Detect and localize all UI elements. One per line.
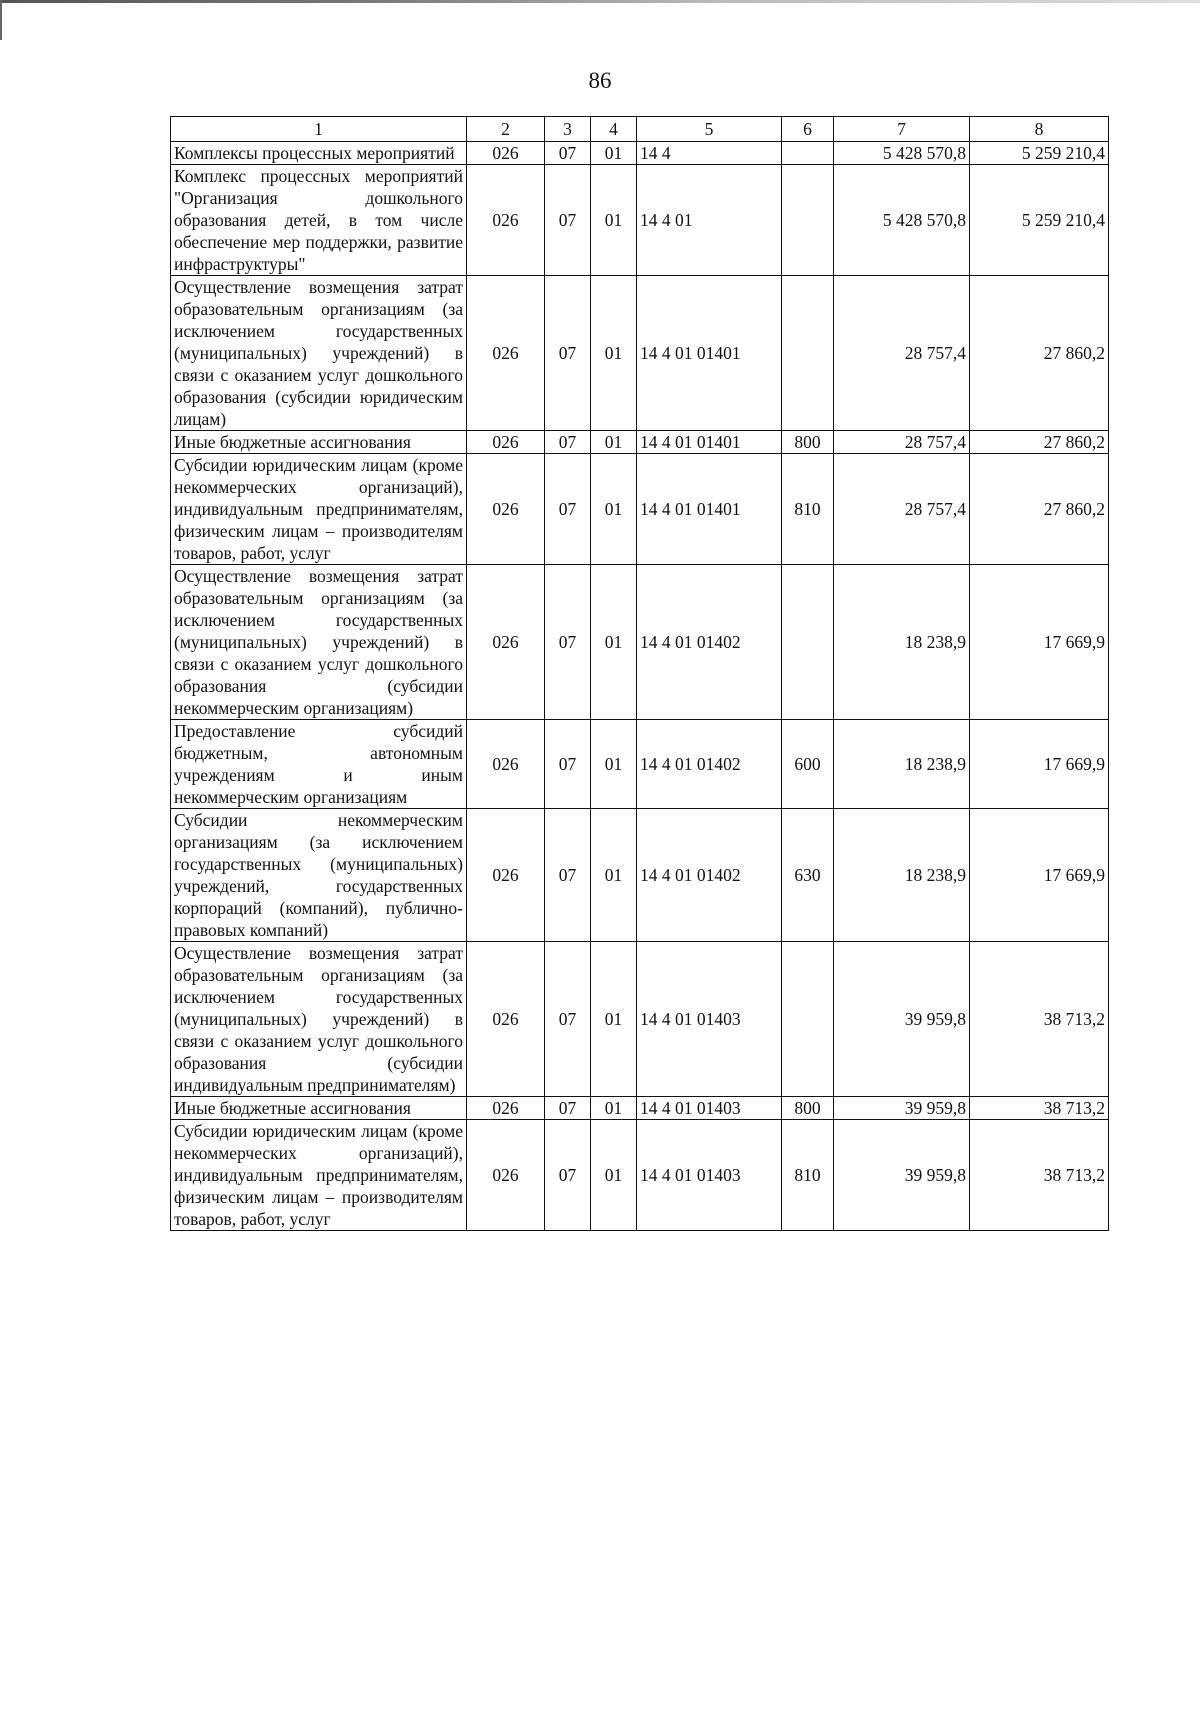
cell-col7: 5 428 570,8: [834, 142, 970, 165]
cell-col3: 07: [545, 942, 591, 1097]
row-name: Субсидии юридическим лицам (кроме некоммерческих организаций), индивидуальным предпринимателям, физическим лицам – производителям товаров, работ, услуг: [171, 454, 467, 565]
cell-col7: 39 959,8: [834, 1097, 970, 1120]
row-name: Субсидии юридическим лицам (кроме некоммерческих организаций), индивидуальным предпринимателям, физическим лицам – производителям товаров, работ, услуг: [171, 1120, 467, 1231]
cell-col5: 14 4 01: [637, 165, 782, 276]
cell-col2: 026: [467, 1120, 545, 1231]
header-cell: 4: [591, 117, 637, 142]
cell-col5: 14 4 01 01401: [637, 276, 782, 431]
cell-col8: 38 713,2: [970, 1097, 1109, 1120]
cell-col7: 18 238,9: [834, 809, 970, 942]
cell-col5: 14 4 01 01401: [637, 454, 782, 565]
cell-col4: 01: [591, 942, 637, 1097]
cell-col8: 17 669,9: [970, 565, 1109, 720]
cell-col3: 07: [545, 276, 591, 431]
table-row: [171, 454, 1109, 565]
header-cell: 5: [637, 117, 782, 142]
cell-col8: 17 669,9: [970, 809, 1109, 942]
cell-col6: 810: [782, 454, 834, 565]
cell-col2: 026: [467, 276, 545, 431]
header-cell: 1: [171, 117, 467, 142]
cell-col7: 28 757,4: [834, 276, 970, 431]
cell-col6: [782, 276, 834, 431]
cell-col8: 27 860,2: [970, 431, 1109, 454]
cell-col4: 01: [591, 720, 637, 809]
cell-col6: [782, 942, 834, 1097]
cell-col8: 5 259 210,4: [970, 142, 1109, 165]
cell-col2: 026: [467, 431, 545, 454]
row-name: Осуществление возмещения затрат образовательным организациям (за исключением государственных (муниципальных) учреждений) в связи с оказанием услуг дошкольного образования (субсидии юридическим лицам): [171, 276, 467, 431]
table-row: [171, 809, 1109, 942]
header-cell: 7: [834, 117, 970, 142]
header-cell: 2: [467, 117, 545, 142]
cell-col6: 810: [782, 1120, 834, 1231]
cell-col2: 026: [467, 165, 545, 276]
cell-col2: 026: [467, 454, 545, 565]
row-name: Комплекс процессных мероприятий "Организация дошкольного образования детей, в том числе обеспечение мер поддержки, развитие инфраструктуры": [171, 165, 467, 276]
cell-col2: 026: [467, 809, 545, 942]
cell-col3: 07: [545, 565, 591, 720]
table-row: [171, 431, 1109, 454]
row-name: Осуществление возмещения затрат образовательным организациям (за исключением государственных (муниципальных) учреждений) в связи с оказанием услуг дошкольного образования (субсидии индивидуальным предпринимателям): [171, 942, 467, 1097]
cell-col2: 026: [467, 720, 545, 809]
cell-col3: 07: [545, 142, 591, 165]
cell-col2: 026: [467, 1097, 545, 1120]
row-name: Комплексы процессных мероприятий: [171, 142, 467, 165]
cell-col3: 07: [545, 431, 591, 454]
cell-col6: 630: [782, 809, 834, 942]
cell-col4: 01: [591, 142, 637, 165]
cell-col8: 38 713,2: [970, 942, 1109, 1097]
scan-edge-top: [0, 0, 1200, 3]
cell-col2: 026: [467, 565, 545, 720]
cell-col7: 28 757,4: [834, 431, 970, 454]
budget-table: [170, 116, 1109, 1231]
cell-col7: 28 757,4: [834, 454, 970, 565]
cell-col3: 07: [545, 720, 591, 809]
cell-col5: 14 4 01 01403: [637, 1097, 782, 1120]
row-name: Иные бюджетные ассигнования: [171, 1097, 467, 1120]
cell-col6: 800: [782, 431, 834, 454]
cell-col7: 5 428 570,8: [834, 165, 970, 276]
cell-col5: 14 4: [637, 142, 782, 165]
cell-col5: 14 4 01 01402: [637, 720, 782, 809]
table-row: [171, 165, 1109, 276]
cell-col5: 14 4 01 01402: [637, 565, 782, 720]
cell-col2: 026: [467, 942, 545, 1097]
header-cell: 8: [970, 117, 1109, 142]
cell-col4: 01: [591, 1120, 637, 1231]
cell-col5: 14 4 01 01403: [637, 1120, 782, 1231]
cell-col5: 14 4 01 01402: [637, 809, 782, 942]
page-number: 86: [588, 68, 612, 93]
cell-col6: 600: [782, 720, 834, 809]
cell-col4: 01: [591, 1097, 637, 1120]
cell-col4: 01: [591, 276, 637, 431]
cell-col8: 38 713,2: [970, 1120, 1109, 1231]
row-name: Осуществление возмещения затрат образовательным организациям (за исключением государственных (муниципальных) учреждений) в связи с оказанием услуг дошкольного образования (субсидии некоммерческим организациям): [171, 565, 467, 720]
cell-col7: 18 238,9: [834, 720, 970, 809]
row-name: Предоставление субсидий бюджетным, автономным учреждениям и иным некоммерческим организациям: [171, 720, 467, 809]
cell-col8: 27 860,2: [970, 454, 1109, 565]
cell-col4: 01: [591, 454, 637, 565]
cell-col8: 5 259 210,4: [970, 165, 1109, 276]
cell-col4: 01: [591, 565, 637, 720]
header-cell: 6: [782, 117, 834, 142]
table-row: [171, 942, 1109, 1097]
row-name: Субсидии некоммерческим организациям (за исключением государственных (муниципальных) учреждений, государственных корпораций (компаний), публично-правовых компаний): [171, 809, 467, 942]
cell-col8: 17 669,9: [970, 720, 1109, 809]
cell-col4: 01: [591, 431, 637, 454]
table-row: [171, 720, 1109, 809]
cell-col3: 07: [545, 454, 591, 565]
cell-col6: [782, 165, 834, 276]
table-row: [171, 142, 1109, 165]
cell-col6: 800: [782, 1097, 834, 1120]
cell-col8: 27 860,2: [970, 276, 1109, 431]
cell-col3: 07: [545, 1097, 591, 1120]
header-row: [171, 117, 1109, 142]
cell-col2: 026: [467, 142, 545, 165]
cell-col3: 07: [545, 1120, 591, 1231]
cell-col6: [782, 142, 834, 165]
row-name: Иные бюджетные ассигнования: [171, 431, 467, 454]
cell-col3: 07: [545, 809, 591, 942]
table-row: [171, 1097, 1109, 1120]
table-row: [171, 1120, 1109, 1231]
cell-col7: 39 959,8: [834, 942, 970, 1097]
scan-edge-left: [0, 0, 2, 40]
header-cell: 3: [545, 117, 591, 142]
cell-col6: [782, 565, 834, 720]
cell-col4: 01: [591, 165, 637, 276]
table-row: [171, 276, 1109, 431]
table-row: [171, 565, 1109, 720]
cell-col4: 01: [591, 809, 637, 942]
cell-col5: 14 4 01 01401: [637, 431, 782, 454]
cell-col5: 14 4 01 01403: [637, 942, 782, 1097]
cell-col3: 07: [545, 165, 591, 276]
cell-col7: 18 238,9: [834, 565, 970, 720]
cell-col7: 39 959,8: [834, 1120, 970, 1231]
